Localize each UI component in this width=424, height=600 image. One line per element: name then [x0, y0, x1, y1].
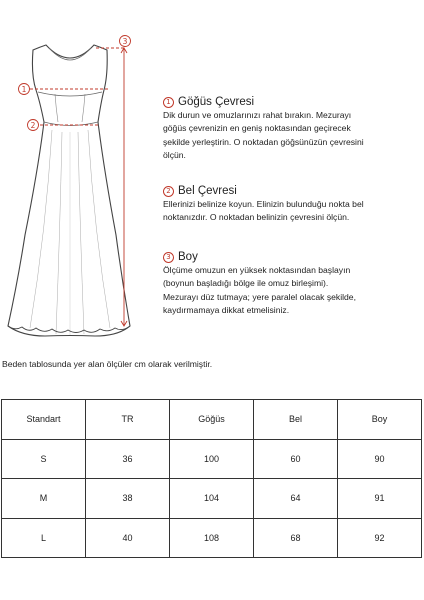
marker-2 — [28, 120, 39, 131]
header-cell: TR — [86, 400, 170, 440]
table-cell: 104 — [170, 479, 254, 519]
guide-waist — [163, 185, 419, 225]
guide-line: (boynun başladığı bölge ile omuz birleşimi). — [163, 278, 329, 289]
guide-text — [163, 109, 419, 163]
guide-title: Göğüs Çevresi — [178, 96, 255, 108]
table-cell: L — [2, 518, 86, 558]
table-cell: 108 — [170, 518, 254, 558]
guide-line: Ellerinizi belinize koyun. Elinizin bulunduğu nokta bel — [163, 199, 364, 209]
size-table — [1, 399, 422, 558]
table-cell: 92 — [338, 518, 422, 558]
table-cell: 36 — [86, 439, 170, 479]
guide-line: şekilde yerleştirin. O noktadan göğsünüzün çevresini — [163, 136, 364, 147]
header-cell: Standart — [2, 400, 86, 440]
dress-illustration — [0, 30, 150, 340]
svg-text:2: 2 — [30, 121, 36, 130]
table-cell: M — [2, 479, 86, 519]
table-cell: 64 — [254, 479, 338, 519]
table-cell: 40 — [86, 518, 170, 558]
guide-line: göğüs çevrenizin en geniş noktasından geçirecek — [163, 123, 351, 134]
guide-text — [163, 264, 419, 318]
table-cell: 38 — [86, 479, 170, 519]
number-badge: 2 — [163, 186, 174, 197]
guide-bust — [163, 96, 419, 163]
number-badge: 1 — [163, 97, 174, 108]
guide-text — [163, 198, 419, 225]
table-header-row — [2, 400, 422, 440]
table-row — [2, 518, 422, 558]
table-row — [2, 439, 422, 479]
guide-length — [163, 251, 419, 318]
marker-1 — [19, 84, 30, 95]
dress-drawing — [0, 30, 150, 340]
unit-note: Beden tablosunda yer alan ölçüler cm olarak verilmiştir. — [2, 359, 213, 369]
table-cell: 68 — [254, 518, 338, 558]
header-cell: Göğüs — [170, 400, 254, 440]
guide-line: Dik durun ve omuzlarınızı rahat bırakın. Mezurayı — [163, 110, 352, 120]
svg-text:3: 3 — [122, 37, 128, 46]
table-cell: 60 — [254, 439, 338, 479]
guide-line: ölçün. — [163, 150, 186, 161]
header-cell: Bel — [254, 400, 338, 440]
guide-title: Boy — [178, 251, 198, 263]
guide-line: Ölçüme omuzun en yüksek noktasından başlayın — [163, 265, 351, 275]
svg-text:1: 1 — [21, 85, 27, 94]
marker-3 — [120, 36, 131, 47]
table-row — [2, 479, 422, 519]
table-cell: 90 — [338, 439, 422, 479]
number-badge: 3 — [163, 252, 174, 263]
guide-line: kaydırmamaya dikkat etmelisiniz. — [163, 305, 290, 316]
guide-line: Mezurayı düz tutmaya; yere paralel olacak şekilde, — [163, 291, 356, 302]
table-cell: 91 — [338, 479, 422, 519]
guide-line: noktanızdır. O noktadan belinizin çevresini ölçün. — [163, 212, 350, 223]
guide-title: Bel Çevresi — [178, 185, 237, 197]
table-cell: 100 — [170, 439, 254, 479]
table-cell: S — [2, 439, 86, 479]
header-cell: Boy — [338, 400, 422, 440]
